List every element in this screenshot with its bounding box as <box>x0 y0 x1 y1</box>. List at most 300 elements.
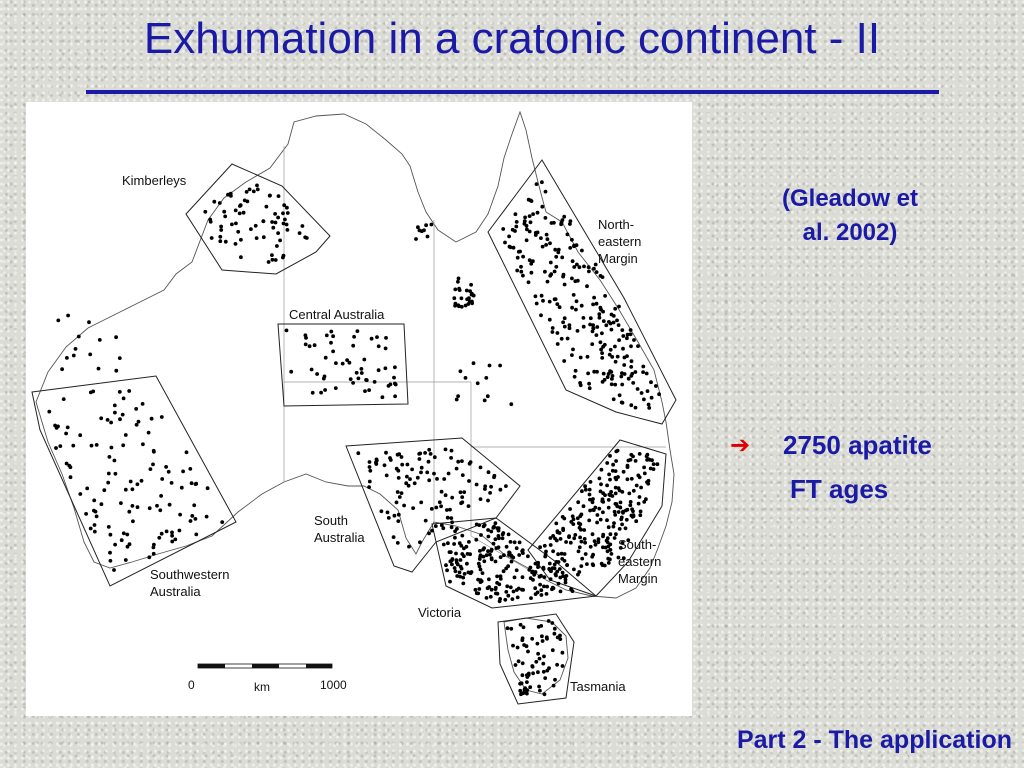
sample-site-dot <box>310 368 314 372</box>
sample-site-dot <box>459 558 463 562</box>
sample-site-dot <box>454 552 458 556</box>
sample-site-dot <box>420 466 424 470</box>
sample-site-dot <box>551 330 555 334</box>
sample-site-dot <box>364 378 368 382</box>
sample-site-dot <box>440 490 444 494</box>
sample-site-dot <box>589 545 593 549</box>
sample-site-dot <box>170 531 174 535</box>
sample-site-dot <box>580 513 584 517</box>
sample-site-dot <box>488 491 492 495</box>
sample-site-dot <box>242 211 246 215</box>
sample-site-dot <box>521 575 525 579</box>
sample-site-dot <box>630 372 634 376</box>
sample-site-dot <box>474 588 478 592</box>
region-label-kimberleys: Kimberleys <box>122 173 187 188</box>
sample-site-dot <box>467 479 471 483</box>
sample-site-dot <box>518 541 522 545</box>
sample-site-dot <box>611 374 615 378</box>
sample-site-dot <box>238 212 242 216</box>
sample-site-dot <box>414 237 418 241</box>
sample-site-dot <box>230 223 234 227</box>
sample-site-dot <box>561 528 565 532</box>
sample-site-dot <box>426 235 430 239</box>
sample-site-dot <box>119 501 123 505</box>
sample-site-dot <box>629 458 633 462</box>
sample-site-dot <box>447 472 451 476</box>
sample-site-dot <box>607 561 611 565</box>
sample-site-dot <box>442 543 446 547</box>
sample-site-dot <box>363 389 367 393</box>
sample-site-dot <box>262 219 266 223</box>
sample-site-dot <box>99 416 103 420</box>
sample-site-dot <box>618 489 622 493</box>
sample-site-dot <box>596 513 600 517</box>
sample-site-dot <box>384 347 388 351</box>
sample-site-dot <box>114 472 118 476</box>
sample-site-dot <box>548 568 552 572</box>
sample-site-dot <box>570 353 574 357</box>
sample-site-dot <box>629 328 633 332</box>
citation: (Gleadow et al. 2002) <box>781 185 919 246</box>
sample-site-dot <box>497 536 501 540</box>
sample-site-dot <box>515 220 519 224</box>
sample-site-dot <box>459 369 463 373</box>
sample-site-dot <box>360 371 364 375</box>
sample-site-dot <box>236 230 240 234</box>
sample-site-dot <box>534 231 538 235</box>
sample-site-dot <box>601 275 605 279</box>
sample-site-dot <box>539 588 543 592</box>
sample-site-dot <box>67 464 71 468</box>
sample-site-dot <box>584 488 588 492</box>
sample-site-dot <box>464 376 468 380</box>
sample-site-dot <box>252 190 256 194</box>
sample-site-dot <box>530 271 534 275</box>
sample-site-dot <box>368 469 372 473</box>
sample-site-dot <box>572 568 576 572</box>
sample-site-dot <box>561 651 565 655</box>
sample-site-dot <box>613 307 617 311</box>
sample-site-dot <box>551 648 555 652</box>
sample-site-dot <box>411 506 415 510</box>
sample-site-dot <box>566 337 570 341</box>
sample-site-dot <box>388 456 392 460</box>
sample-site-dot <box>418 457 422 461</box>
sample-site-dot <box>413 481 417 485</box>
sample-site-dot <box>613 345 617 349</box>
sample-site-dot <box>466 302 470 306</box>
south-australia-outline <box>346 438 520 572</box>
sample-site-dot <box>523 216 527 220</box>
sample-site-dot <box>652 467 656 471</box>
sample-site-dot <box>487 470 491 474</box>
sample-site-dot <box>582 325 586 329</box>
sample-site-dot <box>554 265 558 269</box>
sample-site-dot <box>271 258 275 262</box>
sample-site-dot <box>504 484 508 488</box>
sample-site-dot <box>149 467 153 471</box>
sample-site-dot <box>206 486 210 490</box>
sample-site-dot <box>602 372 606 376</box>
sample-site-dot <box>572 293 576 297</box>
sample-site-dot <box>538 575 542 579</box>
sample-site-dot <box>546 280 550 284</box>
scale-unit-label: km <box>254 680 270 694</box>
sample-site-dot <box>98 338 102 342</box>
sample-site-dot <box>563 316 567 320</box>
southwestern-australia-outline <box>32 376 236 586</box>
sample-site-dot <box>610 552 614 556</box>
sample-site-dot <box>234 222 238 226</box>
sample-site-dot <box>521 588 525 592</box>
sample-site-dot <box>386 511 390 515</box>
sample-site-dot <box>131 487 135 491</box>
sample-site-dot <box>135 423 139 427</box>
sample-site-dot <box>434 524 438 528</box>
sample-site-dot <box>109 559 113 563</box>
sample-site-dot <box>509 627 513 631</box>
sample-site-dot <box>607 320 611 324</box>
sample-site-dot <box>601 545 605 549</box>
sample-site-dot <box>564 540 568 544</box>
sample-site-dot <box>601 510 605 514</box>
sample-site-dot <box>542 670 546 674</box>
sample-site-dot <box>487 535 491 539</box>
sample-site-dot <box>529 596 533 600</box>
sample-site-dot <box>563 283 567 287</box>
sample-site-dot <box>649 380 653 384</box>
sample-site-dot <box>381 395 385 399</box>
sample-site-dot <box>400 455 404 459</box>
sample-site-dot <box>517 250 521 254</box>
sample-site-dot <box>540 634 544 638</box>
sample-site-dot <box>219 225 223 229</box>
sample-site-dot <box>638 495 642 499</box>
sample-site-dot <box>355 371 359 375</box>
sample-dots <box>47 180 661 696</box>
sample-site-dot <box>511 597 515 601</box>
sample-site-dot <box>587 382 591 386</box>
sample-site-dot <box>572 517 576 521</box>
sample-site-dot <box>553 678 557 682</box>
sample-site-dot <box>97 367 101 371</box>
sample-site-dot <box>515 546 519 550</box>
sample-site-dot <box>456 280 460 284</box>
sample-site-dot <box>516 596 520 600</box>
sample-site-dot <box>477 587 481 591</box>
sample-site-dot <box>642 398 646 402</box>
sample-site-dot <box>554 522 558 526</box>
sample-site-dot <box>54 446 58 450</box>
sample-site-dot <box>441 526 445 530</box>
sample-site-dot <box>160 415 164 419</box>
sample-site-dot <box>352 335 356 339</box>
sample-site-dot <box>645 454 649 458</box>
sample-site-dot <box>501 227 505 231</box>
sample-site-dot <box>650 396 654 400</box>
sample-site-dot <box>507 553 511 557</box>
sample-site-dot <box>549 577 553 581</box>
sample-site-dot <box>619 375 623 379</box>
sample-site-dot <box>580 540 584 544</box>
sample-site-dot <box>589 316 593 320</box>
sample-site-dot <box>553 537 557 541</box>
sample-site-dot <box>170 481 174 485</box>
sample-site-dot <box>113 459 117 463</box>
sample-site-dot <box>455 574 459 578</box>
sample-site-dot <box>489 595 493 599</box>
sample-site-dot <box>617 510 621 514</box>
sample-site-dot <box>469 571 473 575</box>
sample-site-dot <box>599 308 603 312</box>
sample-site-dot <box>281 211 285 215</box>
sample-site-dot <box>591 532 595 536</box>
sample-site-dot <box>278 239 282 243</box>
sample-site-dot <box>556 531 560 535</box>
sample-site-dot <box>580 304 584 308</box>
sample-site-dot <box>624 526 628 530</box>
sample-site-dot <box>218 239 222 243</box>
sample-site-dot <box>575 299 579 303</box>
sample-site-dot <box>580 249 584 253</box>
sample-site-dot <box>472 294 476 298</box>
sample-site-dot <box>572 536 576 540</box>
sample-site-dot <box>194 533 198 537</box>
sample-site-dot <box>449 456 453 460</box>
sample-site-dot <box>566 233 570 237</box>
sample-site-dot <box>304 343 308 347</box>
sample-site-dot <box>646 389 650 393</box>
sample-site-dot <box>591 326 595 330</box>
sample-site-dot <box>588 493 592 497</box>
sample-site-dot <box>122 531 126 535</box>
sample-site-dot <box>65 356 69 360</box>
sample-site-dot <box>553 297 557 301</box>
sample-site-dot <box>548 300 552 304</box>
sample-site-dot <box>634 459 638 463</box>
sample-site-dot <box>319 391 323 395</box>
sample-site-dot <box>595 521 599 525</box>
sample-site-dot <box>589 480 593 484</box>
sample-site-dot <box>543 692 547 696</box>
sample-site-dot <box>334 361 338 365</box>
sample-site-dot <box>514 225 518 229</box>
sample-site-dot <box>341 362 345 366</box>
sample-site-dot <box>557 582 561 586</box>
sample-site-dot <box>243 199 247 203</box>
sample-site-dot <box>367 388 371 392</box>
sample-site-dot <box>383 463 387 467</box>
sample-site-dot <box>377 368 381 372</box>
sample-site-dot <box>535 302 539 306</box>
sample-site-dot <box>542 567 546 571</box>
sample-site-dot <box>636 344 640 348</box>
sample-site-dot <box>495 546 499 550</box>
sample-site-dot <box>498 364 502 368</box>
sample-site-dot <box>519 692 523 696</box>
sample-site-dot <box>620 383 624 387</box>
sample-site-dot <box>603 294 607 298</box>
sample-site-dot <box>66 426 70 430</box>
sample-site-dot <box>315 372 319 376</box>
sample-site-dot <box>486 586 490 590</box>
sample-site-dot <box>113 411 117 415</box>
sample-site-dot <box>140 479 144 483</box>
sample-site-dot <box>456 460 460 464</box>
sample-site-dot <box>452 542 456 546</box>
sample-site-dot <box>95 443 99 447</box>
sample-site-dot <box>517 553 521 557</box>
sample-site-dot <box>546 237 550 241</box>
sample-site-dot <box>646 482 650 486</box>
tasmania-coastline <box>504 618 568 694</box>
sample-site-dot <box>577 550 581 554</box>
sample-site-dot <box>118 356 122 360</box>
sample-site-dot <box>164 465 168 469</box>
sample-site-dot <box>501 536 505 540</box>
sample-site-dot <box>559 537 563 541</box>
sample-site-dot <box>120 538 124 542</box>
sample-site-dot <box>444 448 448 452</box>
sample-count-line1: 2750 apatite <box>783 430 932 460</box>
sample-site-dot <box>455 467 459 471</box>
sample-site-dot <box>254 224 258 228</box>
sample-site-dot <box>160 532 164 536</box>
sample-site-dot <box>587 519 591 523</box>
sample-site-dot <box>134 407 138 411</box>
sample-site-dot <box>276 216 280 220</box>
sample-site-dot <box>392 535 396 539</box>
sample-site-dot <box>570 277 574 281</box>
sample-site-dot <box>568 246 572 250</box>
sample-site-dot <box>556 331 560 335</box>
sample-site-dot <box>620 401 624 405</box>
sample-site-dot <box>58 444 62 448</box>
sample-site-dot <box>395 501 399 505</box>
sample-site-dot <box>405 475 409 479</box>
sample-site-dot <box>556 342 560 346</box>
sample-site-dot <box>519 265 523 269</box>
sample-site-dot <box>334 386 338 390</box>
sample-site-dot <box>558 567 562 571</box>
sample-site-dot <box>450 449 454 453</box>
sample-site-dot <box>521 673 525 677</box>
sample-site-dot <box>517 587 521 591</box>
tasmania-outline <box>498 614 574 704</box>
sample-site-dot <box>538 657 542 661</box>
sample-site-dot <box>109 533 113 537</box>
sample-site-dot <box>570 306 574 310</box>
sample-site-dot <box>607 473 611 477</box>
sample-site-dot <box>642 466 646 470</box>
sample-site-dot <box>593 539 597 543</box>
sample-site-dot <box>345 358 349 362</box>
sample-site-dot <box>445 568 449 572</box>
sample-site-dot <box>497 526 501 530</box>
sample-site-dot <box>118 417 122 421</box>
sample-site-dot <box>384 451 388 455</box>
sample-site-dot <box>95 515 99 519</box>
sample-site-dot <box>528 258 532 262</box>
sample-site-dot <box>351 344 355 348</box>
sample-site-dot <box>587 265 591 269</box>
sample-site-dot <box>605 518 609 522</box>
sample-site-dot <box>555 663 559 667</box>
sample-site-dot <box>580 489 584 493</box>
sample-site-dot <box>190 514 194 518</box>
sample-site-dot <box>400 491 404 495</box>
sample-site-dot <box>612 525 616 529</box>
sample-site-dot <box>356 451 360 455</box>
sample-site-dot <box>485 553 489 557</box>
sample-site-dot <box>591 330 595 334</box>
sample-site-dot <box>311 391 315 395</box>
sample-site-dot <box>578 265 582 269</box>
sample-site-dot <box>553 632 557 636</box>
sample-site-dot <box>526 554 530 558</box>
sample-site-dot <box>121 413 125 417</box>
sample-site-dot <box>608 493 612 497</box>
sample-site-dot <box>543 270 547 274</box>
sample-site-dot <box>255 236 259 240</box>
sample-site-dot <box>636 387 640 391</box>
sample-site-dot <box>432 472 436 476</box>
sample-site-dot <box>632 489 636 493</box>
sample-site-dot <box>384 366 388 370</box>
sample-site-dot <box>557 560 561 564</box>
sample-site-dot <box>503 241 507 245</box>
sample-site-dot <box>255 184 259 188</box>
sample-site-dot <box>489 485 493 489</box>
sample-site-dot <box>487 577 491 581</box>
sample-site-dot <box>591 303 595 307</box>
sample-site-dot <box>494 537 498 541</box>
sample-site-dot <box>370 337 374 341</box>
sample-site-dot <box>506 626 510 630</box>
sample-site-dot <box>582 265 586 269</box>
sample-site-dot <box>548 318 552 322</box>
sample-site-dot <box>453 536 457 540</box>
sample-site-dot <box>274 221 278 225</box>
sample-site-dot <box>588 386 592 390</box>
sample-site-dot <box>617 305 621 309</box>
sample-site-dot <box>502 553 506 557</box>
sample-site-dot <box>621 511 625 515</box>
sample-site-dot <box>536 563 540 567</box>
sample-site-dot <box>603 493 607 497</box>
sample-site-dot <box>385 474 389 478</box>
sample-site-dot <box>129 480 133 484</box>
sample-site-dot <box>503 598 507 602</box>
sample-site-dot <box>598 316 602 320</box>
sample-site-dot <box>591 497 595 501</box>
sample-site-dot <box>62 397 66 401</box>
sample-site-dot <box>512 590 516 594</box>
sample-site-dot <box>578 545 582 549</box>
sample-site-dot <box>545 592 549 596</box>
sample-site-dot <box>576 500 580 504</box>
sample-site-dot <box>482 559 486 563</box>
sample-site-dot <box>72 354 76 358</box>
sample-site-dot <box>599 518 603 522</box>
sample-site-dot <box>509 540 513 544</box>
sample-site-dot <box>517 659 521 663</box>
sample-site-dot <box>528 685 532 689</box>
region-label-south-australia: South Australia <box>314 513 365 545</box>
sample-site-dot <box>636 474 640 478</box>
sample-site-dot <box>64 432 68 436</box>
sample-site-dot <box>212 200 216 204</box>
